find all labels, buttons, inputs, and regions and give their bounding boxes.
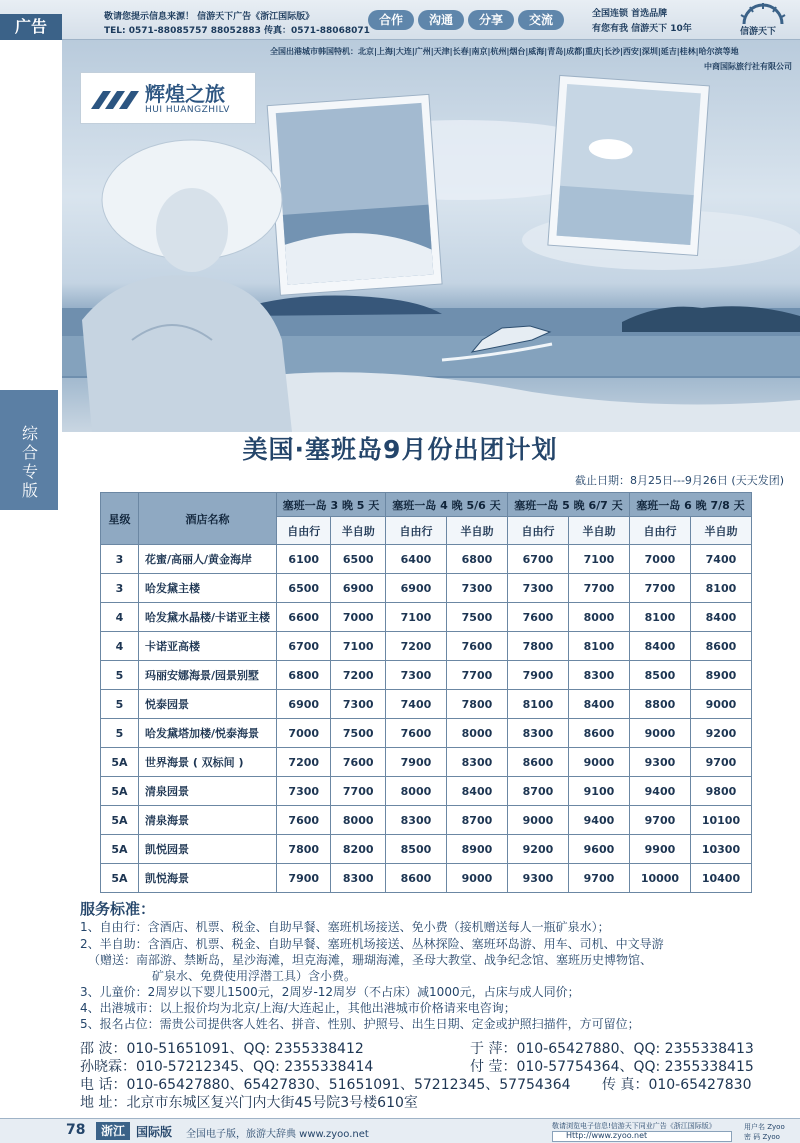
price-cell: 9000 xyxy=(629,719,690,748)
footer-note: 敬请浏览电子信息!信游天下同业广告《浙江国际版》 xyxy=(552,1122,716,1130)
price-cell: 9000 xyxy=(507,806,568,835)
table-row xyxy=(101,661,752,690)
hotel-cell: 凯悦园景 xyxy=(139,835,277,864)
price-cell: 6900 xyxy=(385,574,446,603)
header-group-6n: 塞班一岛 6 晚 7/8 天 xyxy=(629,493,751,517)
table-row xyxy=(101,690,752,719)
contact-phones: 电 话：010-65427880、65427830、51651091、57212345、57754364 xyxy=(80,1077,571,1093)
price-cell: 10300 xyxy=(690,835,751,864)
footer-url[interactable]: Http://www.zyoo.net xyxy=(566,1131,648,1140)
price-cell: 8000 xyxy=(331,806,385,835)
hotel-cell: 玛丽安娜海景/园景别墅 xyxy=(139,661,277,690)
price-cell: 8700 xyxy=(507,777,568,806)
price-cell: 8000 xyxy=(568,603,629,632)
ad-source-line: 敬请您提示信息来源！ 信游天下广告《浙江国际版》 xyxy=(104,12,315,22)
service-line-2: 2、半自助：含酒店、机票、税金、自助早餐、塞班机场接送、丛林探险、塞班环岛游、用车、司机、中文导游 xyxy=(80,937,664,951)
price-cell: 7300 xyxy=(507,574,568,603)
subheader-cell: 半自助 xyxy=(690,517,751,545)
service-line-5: 5、报名占位：需贵公司提供客人姓名、拼音、性别、护照号、出生日期、定金或护照扫描件，方可留位； xyxy=(80,1017,640,1031)
price-cell: 6800 xyxy=(277,661,331,690)
price-cell: 8400 xyxy=(446,777,507,806)
table-row xyxy=(101,835,752,864)
price-cell: 8600 xyxy=(507,748,568,777)
price-cell: 7900 xyxy=(507,661,568,690)
price-cell: 7600 xyxy=(385,719,446,748)
page-number: 78 xyxy=(66,1122,86,1138)
price-cell: 7500 xyxy=(331,719,385,748)
subheader-cell: 半自助 xyxy=(331,517,385,545)
header-group-4n: 塞班一岛 4 晚 5/6 天 xyxy=(385,493,507,517)
price-cell: 8400 xyxy=(629,632,690,661)
footer-password: 密 码 Zyoo xyxy=(744,1133,780,1141)
price-cell: 9200 xyxy=(507,835,568,864)
table-row xyxy=(101,777,752,806)
edition-tag: 浙江 xyxy=(96,1122,130,1140)
price-cell: 8600 xyxy=(385,864,446,893)
company-name: 中商国际旅行社有限公司 xyxy=(704,62,792,71)
price-cell: 7800 xyxy=(277,835,331,864)
contact-sun: 孙晓霖：010-57212345、QQ: 2355338414 xyxy=(80,1059,374,1075)
price-cell: 7200 xyxy=(277,748,331,777)
contact-fax: 传 真：010-65427830 xyxy=(602,1077,752,1093)
hotel-cell: 哈发黛水晶楼/卡诺亚主楼 xyxy=(139,603,277,632)
page-footer xyxy=(0,1118,800,1143)
price-cell: 6900 xyxy=(277,690,331,719)
price-cell: 8300 xyxy=(331,864,385,893)
subheader-cell: 自由行 xyxy=(629,517,690,545)
hotel-cell: 哈发黛主楼 xyxy=(139,574,277,603)
service-line-1: 1、自由行：含酒店、机票、税金、自助早餐、塞班机场接送、免小费（接机赠送每人一瓶矿泉水）； xyxy=(80,920,610,934)
contact-shao: 邵 波：010-51651091、QQ: 2355338412 xyxy=(80,1041,364,1057)
table-row xyxy=(101,806,752,835)
price-cell: 9700 xyxy=(629,806,690,835)
price-cell: 7600 xyxy=(331,748,385,777)
price-cell: 10100 xyxy=(690,806,751,835)
subheader-cell: 自由行 xyxy=(277,517,331,545)
price-cell: 9200 xyxy=(690,719,751,748)
price-cell: 7000 xyxy=(331,603,385,632)
price-cell: 7300 xyxy=(277,777,331,806)
subheader-cell: 自由行 xyxy=(385,517,446,545)
service-title: 服务标准： xyxy=(80,900,156,918)
price-cell: 7900 xyxy=(385,748,446,777)
table-row xyxy=(101,864,752,893)
star-cell: 5A xyxy=(101,748,139,777)
pill-exchange: 交流 xyxy=(518,10,564,30)
hero-image xyxy=(62,40,800,432)
price-cell: 7600 xyxy=(277,806,331,835)
price-cell: 9700 xyxy=(690,748,751,777)
price-cell: 7000 xyxy=(277,719,331,748)
price-cell: 8100 xyxy=(629,603,690,632)
subheader-cell: 自由行 xyxy=(507,517,568,545)
service-line-2c: 矿泉水、免费使用浮潜工具）含小费。 xyxy=(152,969,357,983)
price-cell: 7700 xyxy=(331,777,385,806)
price-cell: 7100 xyxy=(331,632,385,661)
price-cell: 7800 xyxy=(446,690,507,719)
price-cell: 8500 xyxy=(629,661,690,690)
price-cell: 9400 xyxy=(629,777,690,806)
price-cell: 8100 xyxy=(690,574,751,603)
price-cell: 7700 xyxy=(568,574,629,603)
price-cell: 8500 xyxy=(385,835,446,864)
table-row xyxy=(101,545,752,574)
price-table-body xyxy=(101,545,752,893)
price-cell: 9100 xyxy=(568,777,629,806)
star-cell: 5 xyxy=(101,719,139,748)
header-star: 星级 xyxy=(101,493,139,545)
slogan-pills xyxy=(368,10,564,30)
price-cell: 7100 xyxy=(385,603,446,632)
hotel-cell: 清泉园景 xyxy=(139,777,277,806)
top-banner xyxy=(0,0,800,40)
header-group-5n: 塞班一岛 5 晚 6/7 天 xyxy=(507,493,629,517)
price-cell: 8300 xyxy=(385,806,446,835)
price-cell: 7000 xyxy=(629,545,690,574)
table-row xyxy=(101,632,752,661)
price-cell: 7400 xyxy=(385,690,446,719)
price-cell: 7200 xyxy=(385,632,446,661)
price-cell: 7300 xyxy=(446,574,507,603)
page-title: 美国·塞班岛9月份出团计划 xyxy=(242,435,558,464)
price-cell: 9800 xyxy=(690,777,751,806)
price-cell: 8000 xyxy=(385,777,446,806)
pill-share: 分享 xyxy=(468,10,514,30)
price-cell: 6600 xyxy=(277,603,331,632)
price-cell: 8600 xyxy=(690,632,751,661)
table-header-row xyxy=(101,493,752,517)
price-cell: 8400 xyxy=(690,603,751,632)
price-cell: 6500 xyxy=(277,574,331,603)
star-cell: 4 xyxy=(101,632,139,661)
price-cell: 7200 xyxy=(331,661,385,690)
star-cell: 5A xyxy=(101,864,139,893)
star-cell: 3 xyxy=(101,545,139,574)
hotel-cell: 清泉海景 xyxy=(139,806,277,835)
star-cell: 3 xyxy=(101,574,139,603)
hotel-cell: 哈发黛塔加楼/悦泰海景 xyxy=(139,719,277,748)
star-cell: 5A xyxy=(101,806,139,835)
price-cell: 6500 xyxy=(331,545,385,574)
price-cell: 7300 xyxy=(385,661,446,690)
price-cell: 6800 xyxy=(446,545,507,574)
price-cell: 6400 xyxy=(385,545,446,574)
service-line-3: 3、儿童价：2周岁以下婴儿1500元，2周岁-12周岁（不占床）减1000元，占床与成人同价； xyxy=(80,985,580,999)
price-cell: 9900 xyxy=(629,835,690,864)
subheader-cell: 半自助 xyxy=(446,517,507,545)
price-cell: 8900 xyxy=(446,835,507,864)
hotel-cell: 花蜜/高丽人/黄金海岸 xyxy=(139,545,277,574)
pill-cooperate: 合作 xyxy=(368,10,414,30)
star-cell: 5A xyxy=(101,777,139,806)
price-cell: 7700 xyxy=(446,661,507,690)
price-cell: 9000 xyxy=(690,690,751,719)
table-row xyxy=(101,603,752,632)
price-cell: 7500 xyxy=(446,603,507,632)
price-table xyxy=(100,492,752,893)
price-cell: 8300 xyxy=(568,661,629,690)
departure-cities: 全国出港城市韩国特机：北京|上海|大连|广州|天津|长春|南京|杭州|烟台|威海|青岛|成都|重庆|长沙|西安|深圳|延吉|桂林|哈尔滨等地 xyxy=(270,47,739,56)
price-cell: 8900 xyxy=(690,661,751,690)
price-cell: 8100 xyxy=(507,690,568,719)
subheader-cell: 半自助 xyxy=(568,517,629,545)
price-cell: 9400 xyxy=(568,806,629,835)
table-row xyxy=(101,719,752,748)
hotel-cell: 凯悦海景 xyxy=(139,864,277,893)
price-cell: 10400 xyxy=(690,864,751,893)
price-cell: 8400 xyxy=(568,690,629,719)
slogan-chain: 全国连锁 首选品牌 xyxy=(592,9,668,19)
ebook-slogan: 全国电子版，旅游大辞典 www.zyoo.net xyxy=(186,1129,369,1140)
price-cell: 9300 xyxy=(629,748,690,777)
brand-name-cn: 辉煌之旅 xyxy=(145,82,225,106)
price-cell: 7600 xyxy=(446,632,507,661)
price-cell: 6700 xyxy=(507,545,568,574)
slogan-years: 有您有我 信游天下 10年 xyxy=(592,24,692,34)
table-row xyxy=(101,574,752,603)
price-cell: 9700 xyxy=(568,864,629,893)
star-cell: 4 xyxy=(101,603,139,632)
price-cell: 6100 xyxy=(277,545,331,574)
price-cell: 7900 xyxy=(277,864,331,893)
contact-address: 地 址：北京市东城区复兴门内大街45号院3号楼610室 xyxy=(80,1095,418,1111)
contact-yu: 于 萍：010-65427880、QQ: 2355338413 xyxy=(470,1041,754,1057)
ad-phone-line: TEL: 0571-88085757 88052883 传真：0571-88068071 xyxy=(104,26,370,36)
price-cell: 8100 xyxy=(568,632,629,661)
price-cell: 7600 xyxy=(507,603,568,632)
brand-logo xyxy=(80,72,256,124)
hotel-cell: 世界海景 ( 双标间 ) xyxy=(139,748,277,777)
ad-tag: 广告 xyxy=(0,14,62,40)
price-cell: 7100 xyxy=(568,545,629,574)
table-row xyxy=(101,748,752,777)
price-cell: 6900 xyxy=(331,574,385,603)
price-cell: 8600 xyxy=(568,719,629,748)
corner-logo-text: 信游天下 xyxy=(740,27,777,37)
price-cell: 6700 xyxy=(277,632,331,661)
pill-communicate: 沟通 xyxy=(418,10,464,30)
hotel-cell: 卡诺亚高楼 xyxy=(139,632,277,661)
price-cell: 8300 xyxy=(507,719,568,748)
contact-fu: 付 莹：010-57754364、QQ: 2355338415 xyxy=(470,1059,754,1075)
star-cell: 5A xyxy=(101,835,139,864)
price-cell: 8800 xyxy=(629,690,690,719)
deadline-text: 截止日期：8月25日---9月26日 (天天发团) xyxy=(575,474,784,487)
price-cell: 7800 xyxy=(507,632,568,661)
price-cell: 7400 xyxy=(690,545,751,574)
price-cell: 8700 xyxy=(446,806,507,835)
price-cell: 7700 xyxy=(629,574,690,603)
footer-username: 用户名 Zyoo xyxy=(744,1123,785,1131)
price-cell: 9000 xyxy=(446,864,507,893)
service-line-4: 4、出港城市：以上报价均为北京/上海/大连起止，其他出港城市价格请来电咨询； xyxy=(80,1001,516,1015)
price-cell: 8300 xyxy=(446,748,507,777)
star-cell: 5 xyxy=(101,661,139,690)
price-cell: 8200 xyxy=(331,835,385,864)
section-side-label: 综合专版 xyxy=(21,424,38,500)
price-cell: 9300 xyxy=(507,864,568,893)
price-cell: 7300 xyxy=(331,690,385,719)
header-group-3n: 塞班一岛 3 晚 5 天 xyxy=(277,493,386,517)
price-cell: 9000 xyxy=(568,748,629,777)
price-cell: 10000 xyxy=(629,864,690,893)
hotel-cell: 悦泰园景 xyxy=(139,690,277,719)
edition-name: 国际版 xyxy=(136,1125,173,1139)
header-hotel: 酒店名称 xyxy=(139,493,277,545)
price-cell: 9600 xyxy=(568,835,629,864)
star-cell: 5 xyxy=(101,690,139,719)
brand-mark-icon xyxy=(89,79,139,119)
price-cell: 8000 xyxy=(446,719,507,748)
brand-name-en: HUI HUANGZHILV xyxy=(145,105,230,115)
service-line-2b: （赠送：南部游、禁断岛，星沙海滩，坦克海滩，珊瑚海滩，圣母大教堂、战争纪念馆、塞班历史博物馆、 xyxy=(88,953,653,967)
